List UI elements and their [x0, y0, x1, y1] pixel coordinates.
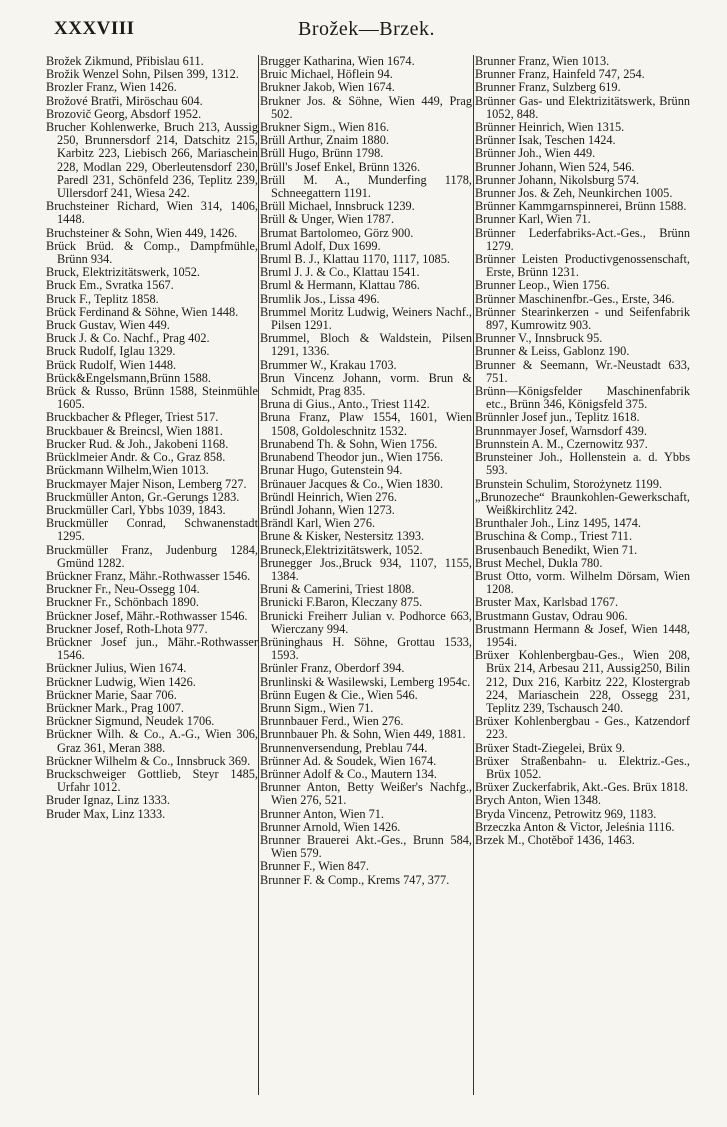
directory-entry: Brünner Gas- und Elektrizitätswerk, Brünn 1052, 848.	[475, 93, 690, 121]
directory-entry: Brunnmayer Josef, Warnsdorf 439.	[475, 423, 647, 438]
directory-entry: Brunnenversendung, Preblau 744.	[260, 740, 428, 755]
directory-entry: Brunn Sigm., Wien 71.	[260, 700, 374, 715]
directory-entry: Bryda Vincenz, Petrowitz 969, 1183.	[475, 806, 657, 821]
directory-entry: Bruchsteiner & Sohn, Wien 449, 1426.	[46, 225, 238, 240]
column-divider	[473, 55, 474, 1095]
directory-entry: Brustmann Gustav, Odrau 906.	[475, 608, 628, 623]
directory-entry: Brunner & Seemann, Wr.-Neustadt 633, 751.	[475, 357, 690, 385]
directory-entry: Brunner Karl, Wien 71.	[475, 212, 591, 227]
directory-entry: Brünner Heinrich, Wien 1315.	[475, 120, 625, 135]
directory-entry: Brusenbauch Benedikt, Wien 71.	[475, 542, 638, 557]
directory-entry: Brugger Katharina, Wien 1674.	[260, 55, 415, 68]
directory-entry: Bruckbacher & Pfleger, Triest 517.	[46, 410, 219, 425]
directory-entry: Bruckner Fr., Neu-Ossegg 104.	[46, 582, 200, 597]
directory-entry: Bruckmüller Carl, Ybbs 1039, 1843.	[46, 502, 226, 517]
directory-entry: Brücklmeier Andr. & Co., Graz 858.	[46, 450, 226, 465]
directory-entry: Bruck Gustav, Wien 449.	[46, 318, 170, 333]
directory-entry: „Brunozeche“ Braunkohlen-Gewerkschaft, Weißkirchlitz 242.	[475, 489, 690, 517]
directory-entry: Brunabend Theodor jun., Wien 1756.	[260, 450, 444, 465]
directory-entry: Bruckbauer & Breincsl, Wien 1881.	[46, 423, 223, 438]
directory-entry: Brüll Hugo, Brünn 1798.	[260, 146, 384, 161]
directory-entry: Bründl Johann, Wien 1273.	[260, 502, 395, 517]
directory-entry: Bruschina & Comp., Triest 711.	[475, 529, 633, 544]
directory-entry: Bruckmayer Majer Nison, Lemberg 727.	[46, 476, 247, 491]
directory-entry: Bruckner Fr., Schönbach 1890.	[46, 595, 200, 610]
directory-entry: Brozovič Georg, Absdorf 1952.	[46, 106, 202, 121]
directory-entry: Brückner Julius, Wien 1674.	[46, 661, 187, 676]
directory-entry: Bründl Heinrich, Wien 276.	[260, 489, 397, 504]
directory-entry: Brünn Eugen & Cie., Wien 546.	[260, 687, 418, 702]
directory-entry: Bruml Adolf, Dux 1699.	[260, 238, 381, 253]
directory-entry: Bruml B. J., Klattau 1170, 1117, 1085.	[260, 252, 450, 267]
directory-entry: Brünner Stearinkerzen - und Seifenfabrik 897, Kumrowitz 903.	[475, 304, 690, 333]
directory-entry: Brückner Wilhelm & Co., Innsbruck 369.	[46, 753, 251, 768]
directory-entry: Brückner Josef, Mähr.-Rothwasser 1546.	[46, 608, 248, 623]
directory-entry: Brünner Adolf & Co., Mautern 134.	[260, 766, 437, 781]
directory-entry: Brunstein Schulim, Storożynetz 1199.	[475, 476, 663, 491]
directory-entry: Brüxer Kohlenbergbau - Ges., Katzendorf 223.	[475, 714, 690, 742]
directory-entry: Brunnbauer Ferd., Wien 276.	[260, 714, 404, 729]
directory-entry: Brzek M., Chotěboř 1436, 1463.	[475, 832, 635, 847]
directory-entry: Brucher Kohlenwerke, Bruch 213, Aussig 250, Brunnersdorf 214, Datschitz 215, Karbitz 223, Liebisch 266, Mariaschein 228, Modlan 229, Oberleutensdorf 230, Paredl 231, Schönfeld 236, Teplitz 239, Ullersdorf 241, Wiesa 242.	[46, 120, 258, 201]
directory-entry: Bruml J. J. & Co., Klattau 1541.	[260, 265, 420, 280]
directory-entry: Brück Rudolf, Wien 1448.	[46, 357, 177, 372]
directory-entry: Brünner Isak, Teschen 1424.	[475, 133, 616, 148]
directory-entry: Bruckmüller Conrad, Schwanenstadt 1295.	[46, 516, 258, 544]
directory-entry: Bruna Franz, Plaw 1554, 1601, Wien 1508, Goldoleschnitz 1532.	[260, 410, 472, 438]
directory-entry: Brünner Joh., Wien 449.	[475, 146, 596, 161]
directory-entry: Brumlik Jos., Lissa 496.	[260, 291, 380, 306]
directory-entry: Brune & Kisker, Nestersitz 1393.	[260, 529, 425, 544]
directory-entry: Brust Otto, vorm. Wilhelm Dörsam, Wien 1208.	[475, 568, 690, 597]
directory-entry: Brückner Franz, Mähr.-Rothwasser 1546.	[46, 568, 251, 583]
directory-entry: Brunner Jos. & Zeh, Neunkirchen 1005.	[475, 186, 673, 201]
directory-entry: Brünn—Königsfelder Maschinenfabrik etc., Brünn 346, Königsfeld 375.	[475, 384, 690, 412]
directory-entry: Brück Brüd. & Comp., Dampfmühle, Brünn 934.	[46, 238, 258, 267]
directory-entry: Brunnstein A. M., Czernowitz 937.	[475, 436, 648, 451]
directory-entry: Brückner Sigmund, Neudek 1706.	[46, 714, 215, 729]
directory-entry: Brukner Jakob, Wien 1674.	[260, 80, 395, 95]
directory-entry: Brožek Zikmund, Přibislau 611.	[46, 55, 204, 68]
directory-entry: Brummel Moritz Ludwig, Weiners Nachf., Pilsen 1291.	[260, 304, 472, 333]
directory-entry: Bruck F., Teplitz 1858.	[46, 291, 159, 306]
directory-entry: Brüxer Straßenbahn- u. Elektriz.-Ges., Brüx 1052.	[475, 753, 690, 781]
directory-entry: Brunlinski & Wasilewski, Lemberg 1954c.	[260, 674, 471, 689]
directory-entry: Brändl Karl, Wien 276.	[260, 516, 376, 531]
directory-entry: Brunner Arnold, Wien 1426.	[260, 819, 401, 834]
page-header	[44, 8, 689, 48]
directory-entry: Brunner Franz, Hainfeld 747, 254.	[475, 67, 645, 82]
directory-entry: Brünauer Jacques & Co., Wien 1830.	[260, 476, 444, 491]
directory-entry: Brück&Engelsmann,Brünn 1588.	[46, 370, 211, 385]
directory-entry: Brucker Rud. & Joh., Jakobeni 1168.	[46, 436, 229, 451]
directory-entry: Brückner Mark., Prag 1007.	[46, 700, 184, 715]
directory-entry: Brünner Ad. & Soudek, Wien 1674.	[260, 753, 437, 768]
directory-entry: Brüll & Unger, Wien 1787.	[260, 212, 395, 227]
directory-entry: Brückmann Wilhelm,Wien 1013.	[46, 463, 209, 478]
directory-entry: Bruni & Camerini, Triest 1808.	[260, 582, 415, 597]
directory-entry: Brunner Anton, Wien 71.	[260, 806, 384, 821]
directory-entry: Brunabend Th. & Sohn, Wien 1756.	[260, 436, 438, 451]
directory-entry: Brunicki Freiherr Julian v. Podhorce 663, Wierczany 994.	[260, 608, 472, 636]
directory-entry: Bruckmüller Anton, Gr.-Gerungs 1283.	[46, 489, 240, 504]
directory-entry: Brünner Lederfabriks-Act.-Ges., Brünn 1279.	[475, 225, 690, 253]
directory-entry: Brück & Russo, Brünn 1588, Steinmühle 1605.	[46, 384, 258, 412]
directory-entry: Brüninghaus H. Söhne, Grottau 1533, 1593.	[260, 634, 472, 663]
column-2	[260, 55, 472, 1105]
directory-entry: Brüll M. A., Munderfing 1178, Schneegattern 1191.	[260, 172, 472, 201]
directory-entry: Brunar Hugo, Gutenstein 94.	[260, 463, 403, 478]
directory-entry: Bruml & Hermann, Klattau 786.	[260, 278, 420, 293]
directory-entry: Bruckschweiger Gottlieb, Steyr 1485, Urfahr 1012.	[46, 766, 258, 795]
directory-entry: Brunner Franz, Sulzberg 619.	[475, 80, 621, 95]
directory-entry: Brüll's Josef Enkel, Brünn 1326.	[260, 159, 421, 174]
directory-entry: Brüxer Kohlenbergbau-Ges., Wien 208, Brüx 214, Arbesau 211, Aussig250, Bilin 212, Dux 216, Karbitz 222, Klostergrab 224, Mariaschein 228, Ossegg 231, Teplitz 239, Tschausch 240.	[475, 648, 690, 715]
directory-entry: Brozler Franz, Wien 1426.	[46, 80, 177, 95]
directory-entry: Brüll Michael, Innsbruck 1239.	[260, 199, 415, 214]
directory-entry: Brunthaler Joh., Linz 1495, 1474.	[475, 516, 641, 531]
directory-entry: Brüll Arthur, Znaim 1880.	[260, 133, 389, 148]
directory-entry: Bruster Max, Karlsbad 1767.	[475, 595, 619, 610]
directory-entry: Brunner & Leiss, Gablonz 190.	[475, 344, 630, 359]
directory-entry: Brunner F. & Comp., Krems 747, 377.	[260, 872, 450, 887]
directory-entry: Brunner V., Innsbruck 95.	[475, 331, 603, 346]
directory-entry: Bruck, Elektrizitätswerk, 1052.	[46, 265, 201, 280]
directory-entry: Bruck J. & Co. Nachf., Prag 402.	[46, 331, 210, 346]
directory-entry: Bruna di Gius., Anto., Triest 1142.	[260, 397, 430, 412]
directory-entry: Brunsteiner Joh., Hollenstein a. d. Ybbs 593.	[475, 450, 690, 478]
directory-entry: Brunner Brauerei Akt.-Ges., Brunn 584, Wien 579.	[260, 832, 472, 861]
directory-entry: Brummer W., Krakau 1703.	[260, 357, 397, 372]
running-head: Brožek—Brzek.	[297, 18, 435, 40]
directory-entry: Brückner Ludwig, Wien 1426.	[46, 674, 196, 689]
directory-entry: Brunner Johann, Wien 524, 546.	[475, 159, 635, 174]
directory-entry: Brünner Maschinenfbr.-Ges., Erste, 346.	[475, 291, 675, 306]
directory-entry: Brünner Leisten Productivgenossenschaft, Erste, Brünn 1231.	[475, 252, 690, 280]
directory-entry: Brunner F., Wien 847.	[260, 859, 369, 874]
directory-entry: Brumat Bartolomeo, Görz 900.	[260, 225, 414, 240]
directory-entry: Brunner Franz, Wien 1013.	[475, 55, 610, 68]
directory-entry: Bruchsteiner Richard, Wien 314, 1406, 1448.	[46, 199, 258, 227]
directory-entry: Brunner Johann, Nikolsburg 574.	[475, 172, 640, 187]
directory-entry: Bruneck,Elektrizitätswerk, 1052.	[260, 542, 423, 557]
directory-entry: Brunnbauer Ph. & Sohn, Wien 449, 1881.	[260, 727, 466, 742]
directory-entry: Brummel, Bloch & Waldstein, Pilsen 1291, 1336.	[260, 331, 472, 359]
directory-entry: Brun Vincenz Johann, vorm. Brun & Schmidt, Prag 835.	[260, 370, 472, 399]
directory-entry: Bruck Rudolf, Iglau 1329.	[46, 344, 176, 359]
directory-entry: Brožové Bratři, Miröschau 604.	[46, 93, 203, 108]
directory-entry: Bruic Michael, Höflein 94.	[260, 67, 393, 82]
directory-entry: Brust Mechel, Dukla 780.	[475, 555, 603, 570]
directory-entry: Brunner Leop., Wien 1756.	[475, 278, 610, 293]
directory-columns	[46, 55, 690, 1105]
column-3	[475, 55, 690, 1105]
directory-entry: Brunicki F.Baron, Kleczany 875.	[260, 595, 423, 610]
directory-entry: Brunner Anton, Betty Weißer's Nachfg., Wien 276, 521.	[260, 780, 472, 808]
directory-entry: Brüxer Stadt-Ziegelei, Brüx 9.	[475, 740, 625, 755]
directory-entry: Bruckmüller Franz, Judenburg 1284, Gmünd 1282.	[46, 542, 258, 570]
directory-entry: Brukner Sigm., Wien 816.	[260, 120, 390, 135]
directory-entry: Bruder Ignaz, Linz 1333.	[46, 793, 170, 808]
directory-entry: Brukner Jos. & Söhne, Wien 449, Prag 502.	[260, 93, 472, 121]
column-1	[46, 55, 258, 1105]
directory-entry: Brück Ferdinand & Söhne, Wien 1448.	[46, 304, 239, 319]
directory-entry: Bruckner Josef, Roth-Lhota 977.	[46, 621, 208, 636]
directory-entry: Brückner Marie, Saar 706.	[46, 687, 177, 702]
directory-entry: Brzeczka Anton & Victor, Jeleśnia 1116.	[475, 819, 675, 834]
page-number: XXXVIII	[54, 18, 135, 39]
directory-entry: Brückner Josef jun., Mähr.-Rothwasser 1546.	[46, 634, 258, 663]
directory-entry: Brünnler Josef jun., Teplitz 1618.	[475, 410, 640, 425]
directory-entry: Brünler Franz, Oberdorf 394.	[260, 661, 405, 676]
directory-entry: Brünner Kammgarnspinnerei, Brünn 1588.	[475, 199, 687, 214]
column-divider	[258, 55, 259, 1095]
directory-entry: Brustmann Hermann & Josef, Wien 1448, 1954i.	[475, 621, 690, 649]
directory-entry: Bruder Max, Linz 1333.	[46, 806, 166, 821]
directory-entry: Brüxer Zuckerfabrik, Akt.-Ges. Brüx 1818.	[475, 780, 689, 795]
directory-entry: Brückner Wilh. & Co., A.-G., Wien 306, Graz 361, Meran 388.	[46, 727, 258, 755]
directory-entry: Brych Anton, Wien 1348.	[475, 793, 601, 808]
directory-entry: Brožik Wenzel Sohn, Pilsen 399, 1312.	[46, 67, 239, 82]
directory-entry: Brunegger Jos.,Bruck 934, 1107, 1155, 1384.	[260, 555, 472, 583]
directory-entry: Bruck Em., Svratka 1567.	[46, 278, 174, 293]
